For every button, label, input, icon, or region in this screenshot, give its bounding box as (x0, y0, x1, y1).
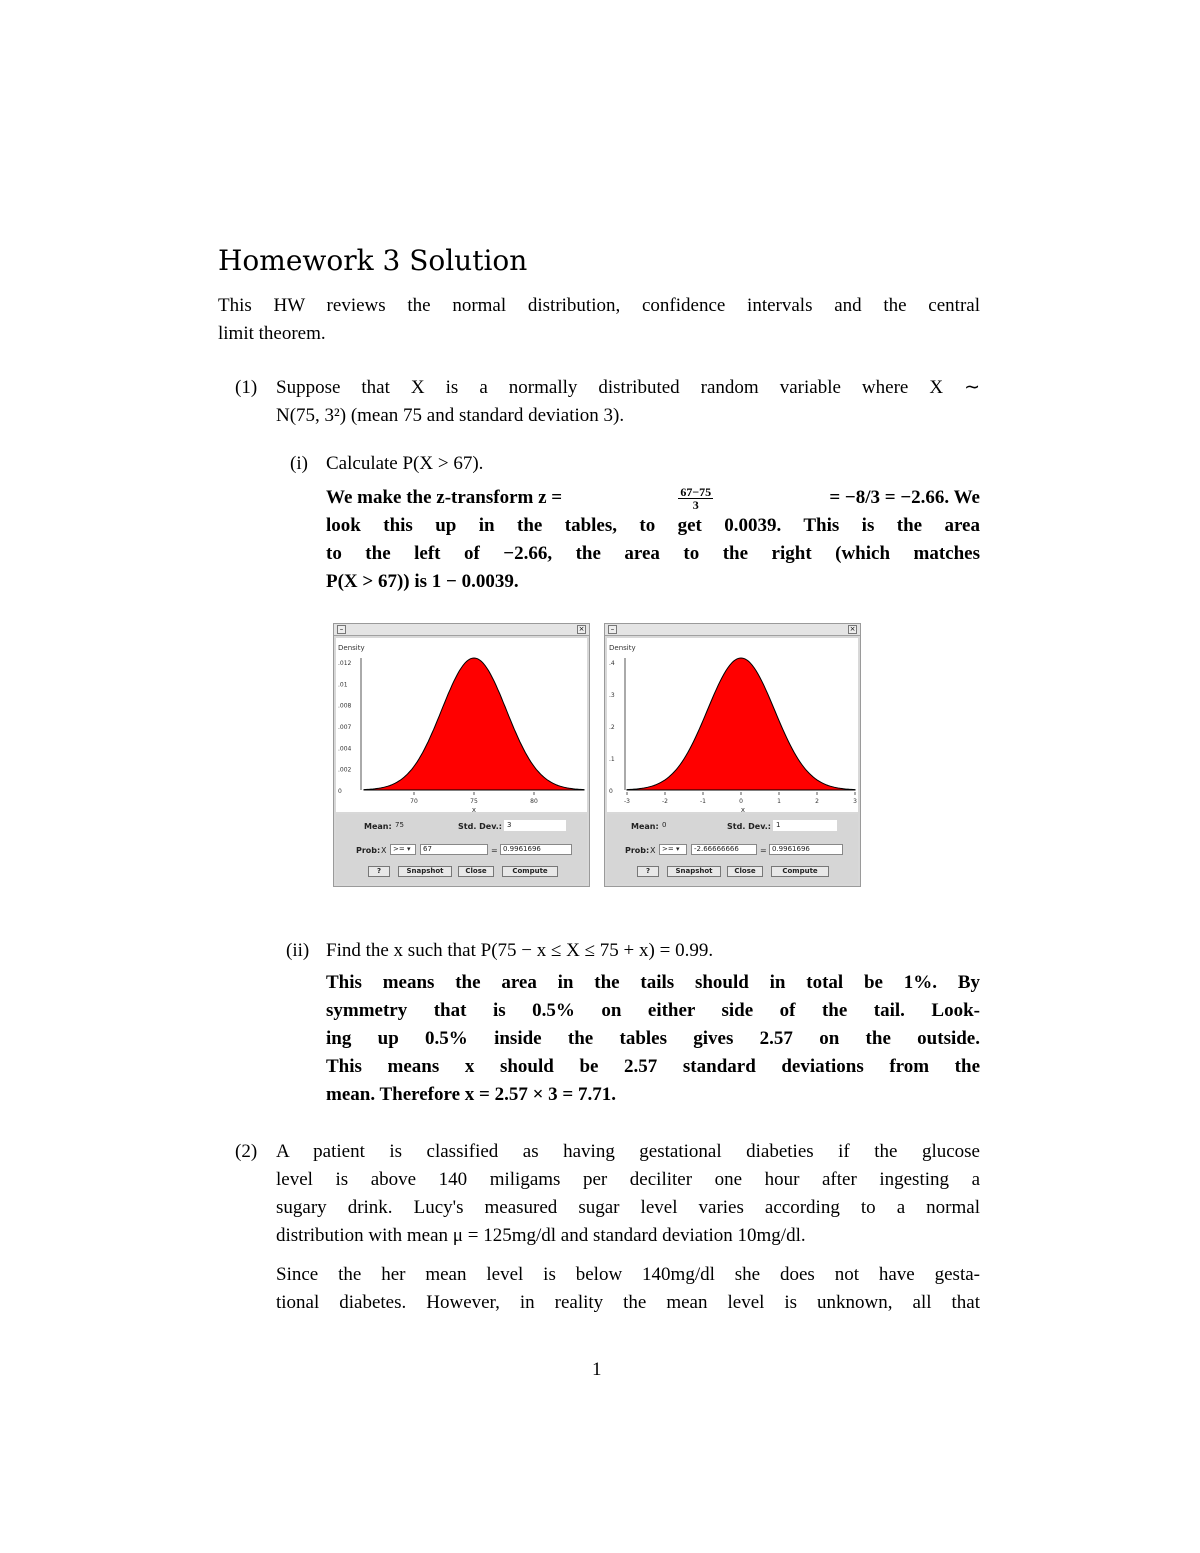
answer-line: P(X > 67)) is 1 − 0.0039. (326, 571, 519, 592)
answer-line: ing up 0.5% inside the tables gives 2.57 on the outside. (326, 1028, 980, 1049)
equals-sign: = (760, 846, 767, 855)
y-tick-label: 0 (338, 788, 342, 795)
question-line: sugary drink. Lucy's measured sugar level varies according to a normal (276, 1197, 980, 1218)
intro-paragraph (218, 292, 980, 348)
prob-operator-value: >= (662, 845, 674, 853)
close-button[interactable]: Close (458, 866, 494, 877)
page-title: Homework 3 Solution (218, 244, 528, 277)
y-tick-label: .007 (338, 724, 352, 731)
window-titlebar[interactable] (334, 624, 589, 636)
y-axis-label: Density (609, 644, 636, 652)
minimize-icon[interactable]: – (337, 625, 346, 634)
equals-sign: = (491, 846, 498, 855)
y-tick-label: .1 (609, 756, 615, 763)
question-number: (2) (235, 1141, 258, 1162)
followup-line: Since the her mean level is below 140mg/dl she does not have gesta- (276, 1264, 980, 1285)
std-dev-label: Std. Dev.: (458, 822, 503, 831)
help-button[interactable]: ? (368, 866, 390, 877)
prob-label: Prob: (625, 846, 650, 855)
x-tick-label: 75 (470, 798, 478, 805)
y-tick-label: .008 (338, 702, 352, 710)
prob-variable: X (650, 846, 656, 855)
density-curve (364, 658, 584, 790)
y-axis-label: Density (338, 644, 365, 652)
x-tick-label: 70 (410, 798, 418, 805)
prob-variable: X (381, 846, 387, 855)
std-dev-field[interactable]: 1 (773, 820, 837, 831)
close-icon[interactable]: × (578, 625, 585, 633)
question-1-text (276, 374, 980, 430)
mean-label: Mean: (631, 822, 659, 831)
answer-line: look this up in the tables, to get 0.0039. This is the area (326, 515, 980, 536)
answer-line (326, 484, 980, 512)
y-tick-label: .01 (338, 681, 348, 689)
chevron-down-icon: ▾ (675, 845, 680, 853)
answer-line: This means the area in the tails should in total be 1%. By (326, 972, 980, 993)
prob-operator-value: >= (393, 845, 405, 853)
x-tick-label: 1 (777, 798, 781, 805)
snapshot-button[interactable]: Snapshot (667, 866, 721, 877)
prob-result[interactable]: 0.9961696 (769, 844, 843, 855)
density-plot (336, 638, 587, 812)
y-tick-label: .2 (609, 724, 615, 731)
x-tick-label: 0 (739, 798, 743, 805)
prob-input[interactable]: -2.66666666 (691, 844, 757, 855)
answer-line: to the left of −2.66, the area to the right (which matches (326, 543, 980, 564)
y-ticks (338, 660, 352, 795)
part-i-answer (326, 484, 980, 596)
chevron-down-icon: ▾ (406, 845, 411, 853)
x-tick-label: -3 (624, 798, 630, 805)
question-number: (1) (235, 377, 258, 398)
std-dev-label: Std. Dev.: (727, 822, 772, 831)
y-tick-label: .4 (609, 660, 615, 667)
answer-line: symmetry that is 0.5% on either side of the tail. Look- (326, 1000, 980, 1021)
prob-operator-select[interactable] (390, 844, 416, 855)
question-2-followup (276, 1261, 980, 1317)
fraction (678, 486, 713, 511)
mean-field[interactable]: 0 (659, 820, 719, 831)
close-icon[interactable]: × (849, 625, 856, 633)
snapshot-button[interactable]: Snapshot (398, 866, 452, 877)
y-tick-label: .012 (338, 660, 352, 667)
x-tick-label: -2 (662, 798, 668, 805)
question-line: A patient is classified as having gestational diabeties if the glucose (276, 1141, 980, 1162)
part-ii-question: Find the x such that P(75 − x ≤ X ≤ 75 + x) = 0.99. (326, 940, 714, 961)
x-tick-label: 80 (530, 798, 538, 805)
applet-controls (336, 814, 587, 884)
y-tick-label: .002 (338, 766, 352, 774)
x-axis-label: x (740, 806, 746, 812)
minimize-icon[interactable]: – (608, 625, 617, 634)
prob-operator-select[interactable] (659, 844, 687, 855)
followup-line: tional diabetes. However, in reality the mean level is unknown, all that (276, 1292, 980, 1313)
answer-text: = −8/3 = −2.66. We (829, 487, 980, 508)
fraction-numerator: 67−75 (680, 484, 712, 499)
part-ii-answer (326, 969, 980, 1109)
y-tick-label: .3 (609, 692, 615, 699)
std-dev-field[interactable]: 3 (504, 820, 566, 831)
density-curve (627, 658, 855, 790)
part-number: (ii) (286, 940, 310, 961)
intro-line: This HW reviews the normal distribution, confidence intervals and the central (218, 295, 980, 316)
question-line: N(75, 3²) (mean 75 and standard deviation 3). (276, 405, 625, 426)
intro-line: limit theorem. (218, 323, 326, 344)
answer-text: We make the z-transform z = (326, 487, 563, 508)
density-plot (607, 638, 858, 812)
answer-line: This means x should be 2.57 standard deviations from the (326, 1056, 980, 1077)
fraction-denominator: 3 (692, 497, 699, 512)
close-button[interactable]: Close (727, 866, 763, 877)
y-ticks (609, 660, 615, 795)
help-button[interactable]: ? (637, 866, 659, 877)
question-line: Suppose that X is a normally distributed random variable where X ∼ (276, 377, 980, 398)
applet-controls (607, 814, 858, 884)
compute-button[interactable]: Compute (502, 866, 558, 877)
page-number: 1 (592, 1359, 602, 1380)
compute-button[interactable]: Compute (771, 866, 829, 877)
y-tick-label: 0 (609, 788, 613, 795)
answer-line: mean. Therefore x = 2.57 × 3 = 7.71. (326, 1084, 617, 1105)
normal-applet-window (604, 623, 861, 887)
x-tick-label: 2 (815, 798, 819, 805)
normal-applet-window (333, 623, 590, 887)
prob-label: Prob: (356, 846, 381, 855)
question-line: level is above 140 miligams per deciliter one hour after ingesting a (276, 1169, 980, 1190)
density-chart-svg (336, 638, 587, 812)
part-i-question: Calculate P(X > 67). (326, 453, 484, 474)
prob-result[interactable]: 0.9961696 (500, 844, 572, 855)
x-axis-label: x (471, 806, 477, 812)
question-2-text (276, 1138, 980, 1250)
x-tick-label: 3 (853, 798, 857, 805)
prob-input[interactable]: 67 (420, 844, 488, 855)
density-chart-svg (607, 638, 858, 812)
mean-label: Mean: (364, 822, 392, 831)
x-tick-label: -1 (700, 798, 706, 805)
part-number: (i) (290, 453, 308, 474)
x-ticks (624, 792, 857, 805)
x-ticks (410, 792, 538, 805)
y-tick-label: .004 (338, 745, 352, 753)
window-titlebar[interactable] (605, 624, 860, 636)
question-line: distribution with mean μ = 125mg/dl and standard deviation 10mg/dl. (276, 1225, 806, 1246)
mean-field[interactable]: 75 (392, 820, 452, 831)
